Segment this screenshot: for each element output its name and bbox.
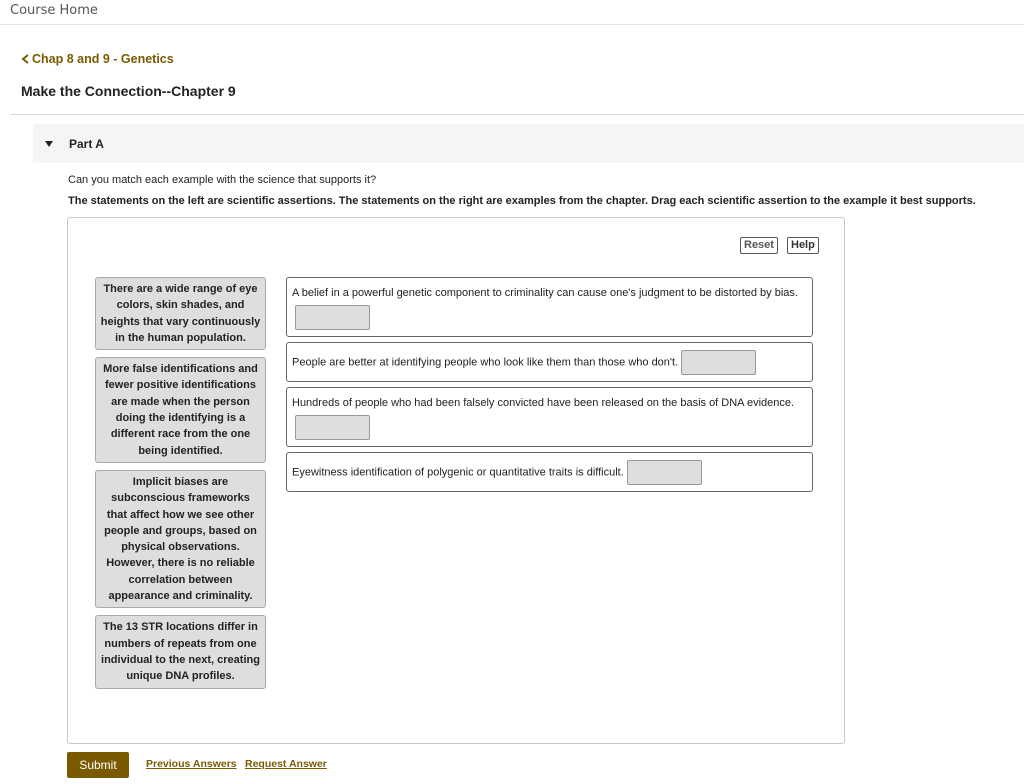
course-home-link[interactable]: Course Home: [10, 3, 98, 18]
breadcrumb[interactable]: [21, 52, 174, 66]
assertion-tile[interactable]: There are a wide range of eye colors, skin shades, and heights that vary continuously in the human population.: [95, 277, 266, 350]
drop-zone[interactable]: [681, 350, 756, 375]
request-answer-link[interactable]: Request Answer: [245, 758, 327, 770]
part-a-header[interactable]: [33, 124, 1024, 163]
page-title: Make the Connection--Chapter 9: [21, 83, 236, 99]
help-button[interactable]: Help: [787, 237, 819, 254]
example-target: [286, 452, 813, 492]
example-text: Eyewitness identification of polygenic or quantitative traits is difficult.: [292, 466, 624, 479]
matching-workspace: [67, 217, 845, 744]
example-target: [286, 277, 813, 337]
title-divider: [10, 114, 1024, 115]
example-text: People are better at identifying people who look like them than those who don't.: [292, 356, 679, 369]
chevron-left-icon: [21, 54, 30, 64]
caret-down-icon: [45, 141, 53, 147]
breadcrumb-label: Chap 8 and 9 - Genetics: [32, 52, 174, 66]
assertion-tile[interactable]: The 13 STR locations differ in numbers of repeats from one individual to the next, creating unique DNA profiles.: [95, 615, 266, 688]
assertion-list: [95, 277, 266, 696]
assertion-tile[interactable]: More false identifications and fewer positive identifications are made when the person doing the identifying is a different race from the one being identified.: [95, 357, 266, 463]
submit-button[interactable]: Submit: [67, 752, 129, 778]
example-target: [286, 387, 813, 447]
example-text: Hundreds of people who had been falsely convicted have been released on the basis of DNA evidence.: [292, 397, 795, 409]
drop-zone[interactable]: [627, 460, 702, 485]
example-text: A belief in a powerful genetic component to criminality can cause one's judgment to be distorted by bias.: [292, 287, 798, 299]
example-list: [286, 277, 813, 497]
part-label: Part A: [69, 136, 104, 151]
drop-zone[interactable]: [295, 415, 370, 440]
example-target: [286, 342, 813, 382]
top-divider: [0, 24, 1024, 25]
question-instructions: The statements on the left are scientific assertions. The statements on the right are examples from the chapter. Drag each scientific assertion to the example it best supports.: [68, 195, 976, 207]
assertion-tile[interactable]: Implicit biases are subconscious frameworks that affect how we see other people and groups, based on physical observations. However, there is no reliable correlation between appearance and criminality.: [95, 470, 266, 608]
previous-answers-link[interactable]: Previous Answers: [146, 758, 237, 770]
drop-zone[interactable]: [295, 305, 370, 330]
reset-button[interactable]: Reset: [740, 237, 778, 254]
question-intro: Can you match each example with the science that supports it?: [68, 174, 377, 186]
